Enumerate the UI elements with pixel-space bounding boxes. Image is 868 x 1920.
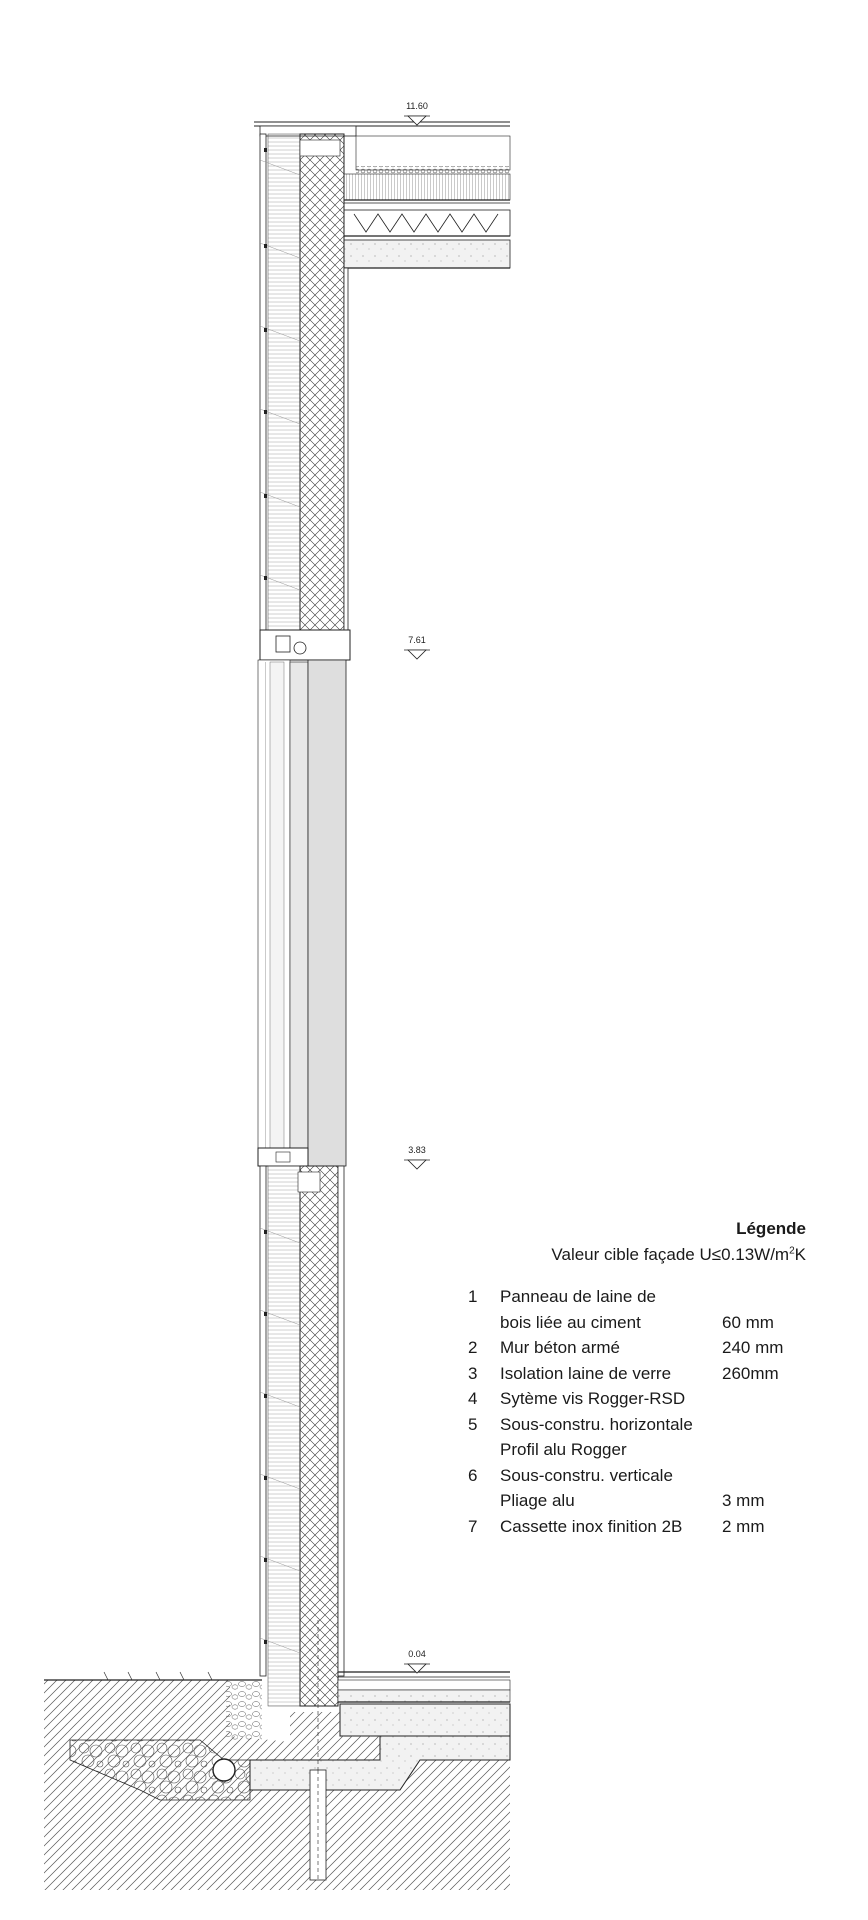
legend-list xyxy=(456,1284,806,1539)
level-label: 0.04 xyxy=(408,1649,426,1659)
target-superscript: 2 xyxy=(789,1244,795,1256)
legend-item xyxy=(456,1514,806,1540)
level-label: 7.61 xyxy=(408,635,426,645)
legend-item-number: 2 xyxy=(468,1338,478,1357)
legend-item-dimension: 260mm xyxy=(722,1363,779,1383)
level-marker-7-61 xyxy=(404,650,430,659)
legend-item xyxy=(456,1412,806,1438)
legend-item-dimension: 2 mm xyxy=(722,1516,765,1536)
legend-item-label: Sous-constru. verticale xyxy=(500,1465,673,1485)
legend-item-dimension: 60 mm xyxy=(722,1312,774,1332)
level-label: 3.83 xyxy=(408,1145,426,1155)
legend-item-label: Sytème vis Rogger-RSD xyxy=(500,1389,686,1408)
legend-item xyxy=(456,1284,806,1310)
legend-title: Légende xyxy=(736,1219,806,1238)
legend-item-label: Sous-constru. horizontale xyxy=(500,1414,693,1434)
legend-header xyxy=(456,1216,806,1267)
target-prefix: Valeur cible façade U≤0.13W/m xyxy=(551,1244,790,1264)
legend-item-label: Mur béton armé xyxy=(500,1338,620,1357)
legend-item-label: Panneau de laine de xyxy=(500,1287,656,1306)
legend-item xyxy=(456,1488,806,1514)
legend-target-value xyxy=(456,1242,806,1268)
legend-item-number: 5 xyxy=(468,1414,478,1434)
legend-item-label: Profil alu Rogger xyxy=(500,1440,627,1459)
legend-item-number: 7 xyxy=(468,1516,478,1536)
legend-item-label: Pliage alu xyxy=(500,1491,575,1510)
window-section xyxy=(258,630,350,1166)
legend-item xyxy=(456,1361,806,1387)
legend-item-dimension: 240 mm xyxy=(722,1338,784,1357)
legend-item-number: 1 xyxy=(468,1287,478,1306)
legend-item-number: 6 xyxy=(468,1465,478,1485)
legend-item-label: Cassette inox finition 2B xyxy=(500,1516,683,1536)
legend-item xyxy=(456,1437,806,1463)
legend-item xyxy=(456,1335,806,1361)
legend-item xyxy=(456,1386,806,1412)
target-suffix: K xyxy=(794,1244,806,1264)
legend-item-number: 4 xyxy=(468,1389,478,1408)
level-marker-3-83 xyxy=(404,1160,430,1169)
upper-wall-section xyxy=(260,134,348,634)
legend-item-dimension: 3 mm xyxy=(722,1491,765,1510)
legend xyxy=(456,1216,806,1539)
legend-item-label: bois liée au ciment xyxy=(500,1312,641,1332)
legend-item-number: 3 xyxy=(468,1363,478,1383)
ground-floor-slab xyxy=(338,1672,510,1736)
legend-item xyxy=(456,1463,806,1489)
level-marker-11-60 xyxy=(404,116,430,125)
legend-item-label: Isolation laine de verre xyxy=(500,1363,672,1383)
lower-wall-section xyxy=(260,1166,344,1706)
level-label: 11.60 xyxy=(406,101,428,111)
legend-item xyxy=(456,1310,806,1336)
